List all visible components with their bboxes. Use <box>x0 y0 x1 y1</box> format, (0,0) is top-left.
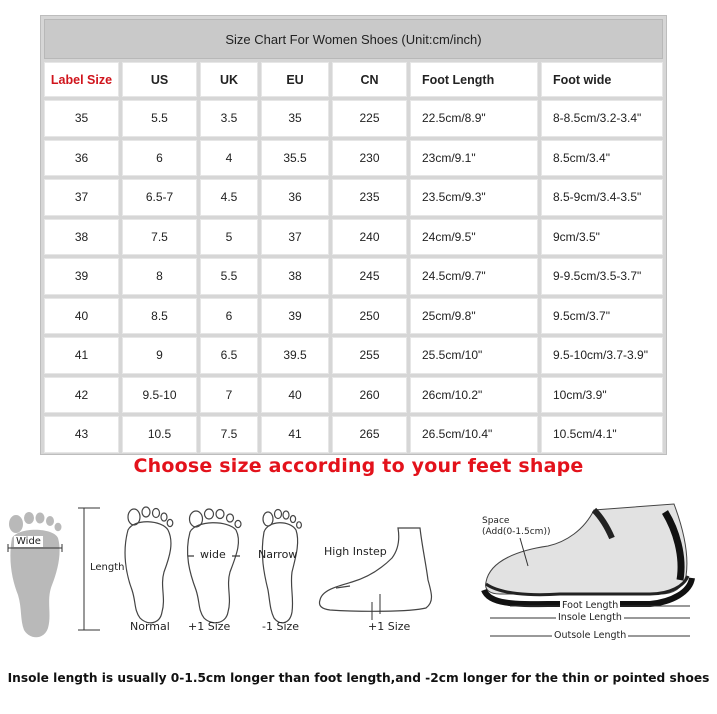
cell-foot-wide: 9.5-10cm/3.7-3.9" <box>541 337 663 374</box>
cell-uk: 6 <box>200 298 258 335</box>
cell-us: 7.5 <box>122 219 197 256</box>
table-row <box>44 100 663 137</box>
cell-cn: 245 <box>332 258 407 295</box>
cell-cn: 240 <box>332 219 407 256</box>
cell-us: 6.5-7 <box>122 179 197 216</box>
table-row <box>44 377 663 414</box>
cell-label-size: 38 <box>44 219 119 256</box>
header-eu: EU <box>261 62 329 97</box>
header-us: US <box>122 62 197 97</box>
cell-foot-wide: 9cm/3.5" <box>541 219 663 256</box>
cell-foot-length: 24cm/9.5" <box>410 219 538 256</box>
cell-us: 8 <box>122 258 197 295</box>
insole-length-label: Insole Length <box>558 612 622 623</box>
narrow-foot-icon <box>262 510 301 623</box>
cell-us: 8.5 <box>122 298 197 335</box>
table-row <box>44 179 663 216</box>
header-cn: CN <box>332 62 407 97</box>
outsole-length-label: Outsole Length <box>554 630 627 641</box>
cell-uk: 4 <box>200 140 258 177</box>
cell-eu: 41 <box>261 416 329 453</box>
cell-eu: 40 <box>261 377 329 414</box>
cell-uk: 6.5 <box>200 337 258 374</box>
cell-eu: 39 <box>261 298 329 335</box>
wide-word: wide <box>200 548 226 561</box>
cell-foot-length: 24.5cm/9.7" <box>410 258 538 295</box>
cell-label-size: 37 <box>44 179 119 216</box>
cell-foot-length: 25cm/9.8" <box>410 298 538 335</box>
wide-caption: +1 Size <box>188 620 231 633</box>
cell-eu: 36 <box>261 179 329 216</box>
cell-us: 6 <box>122 140 197 177</box>
cell-foot-length: 26.5cm/10.4" <box>410 416 538 453</box>
cell-foot-length: 22.5cm/8.9" <box>410 100 538 137</box>
cell-cn: 265 <box>332 416 407 453</box>
cell-eu: 38 <box>261 258 329 295</box>
cell-eu: 35 <box>261 100 329 137</box>
cell-uk: 3.5 <box>200 100 258 137</box>
header-uk: UK <box>200 62 258 97</box>
cell-cn: 255 <box>332 337 407 374</box>
cell-label-size: 35 <box>44 100 119 137</box>
measure-foot-icon <box>8 508 100 637</box>
cell-uk: 4.5 <box>200 179 258 216</box>
cell-us: 9 <box>122 337 197 374</box>
cell-cn: 230 <box>332 140 407 177</box>
cell-cn: 235 <box>332 179 407 216</box>
table-row <box>44 337 663 374</box>
normal-label: Normal <box>130 620 170 633</box>
cell-eu: 37 <box>261 219 329 256</box>
cell-foot-wide: 9.5cm/3.7" <box>541 298 663 335</box>
cell-foot-wide: 10cm/3.9" <box>541 377 663 414</box>
length-measure-label: Length <box>90 562 125 573</box>
cell-foot-wide: 8.5cm/3.4" <box>541 140 663 177</box>
cell-cn: 260 <box>332 377 407 414</box>
cell-foot-wide: 9-9.5cm/3.5-3.7" <box>541 258 663 295</box>
table-row <box>44 258 663 295</box>
header-foot-wide: Foot wide <box>541 62 663 97</box>
table-row <box>44 140 663 177</box>
cell-uk: 5.5 <box>200 258 258 295</box>
table-row <box>44 219 663 256</box>
cell-us: 9.5-10 <box>122 377 197 414</box>
cell-uk: 7.5 <box>200 416 258 453</box>
instep-caption: +1 Size <box>368 620 411 633</box>
cell-foot-length: 23cm/9.1" <box>410 140 538 177</box>
shoe-space-label: Space <box>482 516 510 526</box>
cell-us: 10.5 <box>122 416 197 453</box>
cell-uk: 5 <box>200 219 258 256</box>
shoe-add-label: (Add(0-1.5cm)) <box>482 527 551 537</box>
cell-label-size: 43 <box>44 416 119 453</box>
cell-eu: 39.5 <box>261 337 329 374</box>
wide-foot-icon <box>188 509 241 623</box>
cell-uk: 7 <box>200 377 258 414</box>
header-label-size: Label Size <box>44 62 119 97</box>
high-instep-foot-icon <box>319 528 431 620</box>
cell-label-size: 40 <box>44 298 119 335</box>
size-table <box>41 59 666 456</box>
cell-foot-wide: 8-8.5cm/3.2-3.4" <box>541 100 663 137</box>
cell-label-size: 41 <box>44 337 119 374</box>
cell-cn: 250 <box>332 298 407 335</box>
size-chart-table <box>40 15 667 455</box>
cell-label-size: 36 <box>44 140 119 177</box>
chart-title: Size Chart For Women Shoes (Unit:cm/inch) <box>44 19 663 59</box>
cell-label-size: 39 <box>44 258 119 295</box>
cell-label-size: 42 <box>44 377 119 414</box>
cell-foot-wide: 10.5cm/4.1" <box>541 416 663 453</box>
cell-foot-length: 25.5cm/10" <box>410 337 538 374</box>
footnote: Insole length is usually 0-1.5cm longer than foot length,and -2cm longer for the thin or pointed shoes <box>7 671 710 685</box>
feet-illustrations <box>0 490 717 660</box>
cell-cn: 225 <box>332 100 407 137</box>
narrow-caption: -1 Size <box>262 620 300 633</box>
foot-length-label: Foot Length <box>562 600 619 611</box>
header-row <box>44 62 663 97</box>
header-foot-length: Foot Length <box>410 62 538 97</box>
cell-us: 5.5 <box>122 100 197 137</box>
cell-foot-wide: 8.5-9cm/3.4-3.5" <box>541 179 663 216</box>
table-row <box>44 416 663 453</box>
wide-measure-label: Wide <box>16 536 41 547</box>
cell-eu: 35.5 <box>261 140 329 177</box>
narrow-word: Narrow <box>258 548 298 561</box>
headline: Choose size according to your feet shape <box>133 455 584 477</box>
table-row <box>44 298 663 335</box>
cell-foot-length: 26cm/10.2" <box>410 377 538 414</box>
cell-foot-length: 23.5cm/9.3" <box>410 179 538 216</box>
instep-title: High Instep <box>324 545 387 558</box>
normal-foot-icon <box>125 507 173 623</box>
